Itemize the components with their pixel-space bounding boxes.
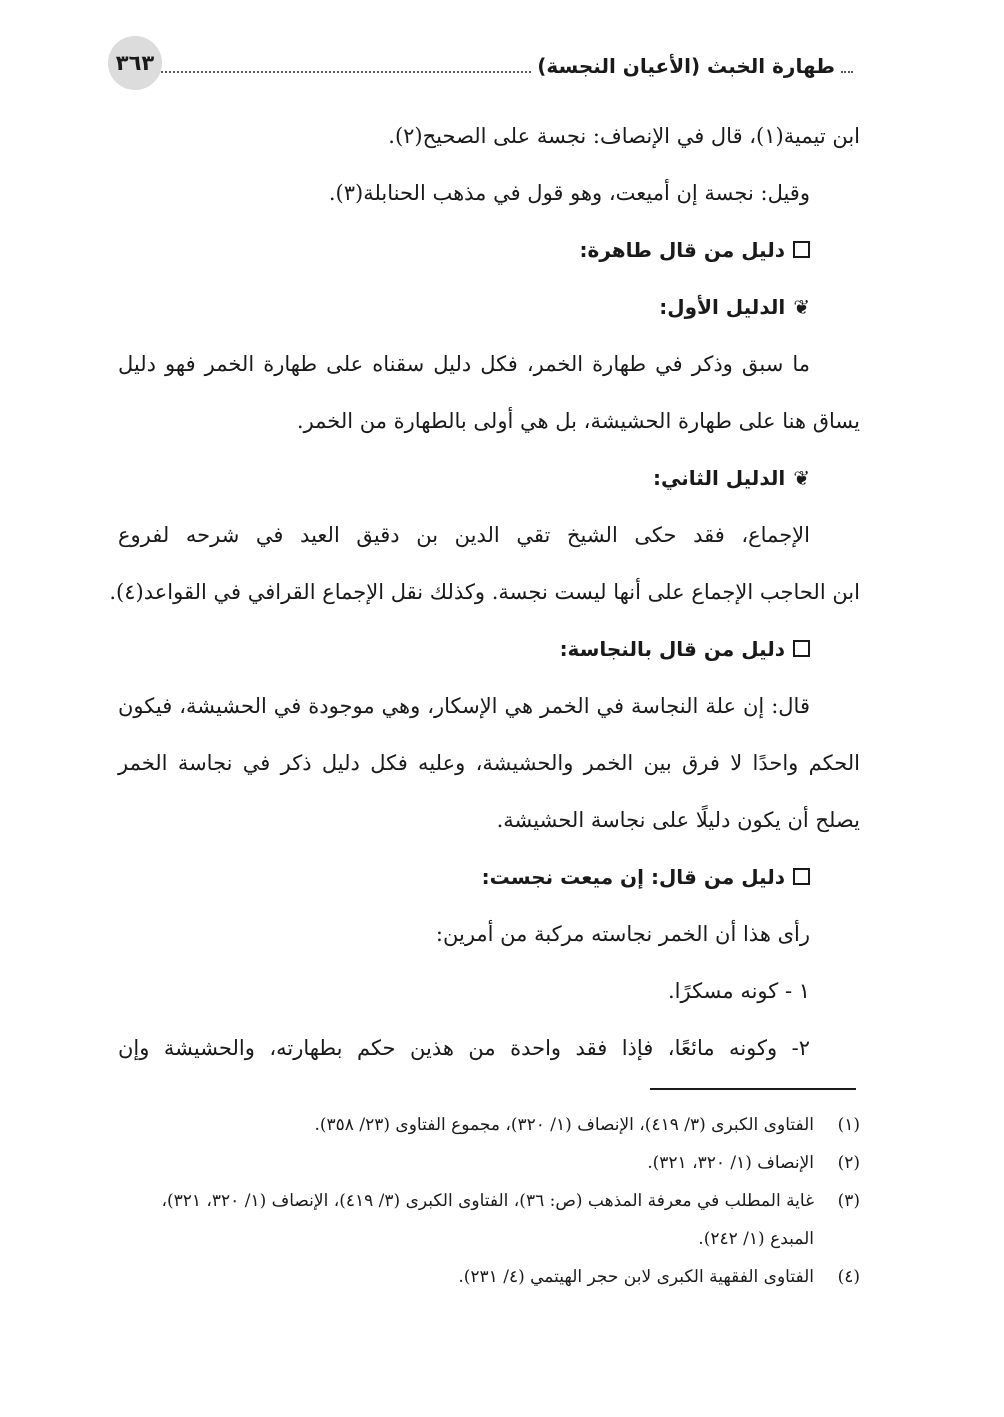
- section-heading-text: دليل من قال بالنجاسة:: [559, 637, 785, 661]
- footnote-text: غاية المطلب في معرفة المذهب (ص: ٣٦)، الفتاوى الكبرى (٣/ ٤١٩)، الإنصاف (١/ ٣٢٠، ٣٢١)، المبدع (١/ ٢٤٢).: [161, 1191, 814, 1249]
- leaf-ornament-icon: ❦: [793, 295, 810, 319]
- page-number: ٣٦٣: [108, 36, 162, 90]
- square-outline-icon: [793, 640, 810, 657]
- text-line: قال: إن علة النجاسة في الخمر هي الإسكار، وهي موجودة في الحشيشة، فيكون: [118, 694, 810, 718]
- text-line: الإجماع، فقد حكى الشيخ تقي الدين بن دقيق العيد في شرحه لفروع: [118, 523, 810, 547]
- text-line: الحكم واحدًا لا فرق بين الخمر والحشيشة، وعليه فكل دليل ذكر في نجاسة الخمر: [118, 751, 860, 775]
- footnote: [118, 1258, 860, 1296]
- running-header: [110, 36, 859, 96]
- section-heading: [118, 849, 860, 906]
- footnote-number: (١): [837, 1115, 860, 1135]
- footnote-number: (٣): [837, 1191, 860, 1211]
- header-leader-left: [116, 71, 531, 73]
- footnote-number: (٤): [837, 1267, 860, 1287]
- text-line: يساق هنا على طهارة الحشيشة، بل هي أولى بالطهارة من الخمر.: [296, 409, 860, 433]
- footnote: [118, 1106, 860, 1144]
- subsection-heading: [118, 450, 860, 507]
- list-item: ٢- وكونه مائعًا، فإذا فقد واحدة من هذين حكم بطهارته، والحشيشة وإن: [118, 1036, 810, 1060]
- footnotes: [118, 1106, 860, 1296]
- header-leader-right: [841, 71, 853, 73]
- running-title: طهارة الخبث (الأعيان النجسة): [537, 54, 835, 78]
- footnote-number: (٢): [837, 1153, 860, 1173]
- footnote-text: الفتاوى الفقهية الكبرى لابن حجر الهيتمي (٤/ ٢٣١).: [458, 1267, 814, 1287]
- text-line: ابن تيمية(١)، قال في الإنصاف: نجسة على الصحيح(٢).: [388, 124, 860, 148]
- text-line: ابن الحاجب الإجماع على أنها ليست نجسة. وكذلك نقل الإجماع القرافي في القواعد(٤).: [109, 580, 860, 604]
- footnote-text: الإنصاف (١/ ٣٢٠، ٣٢١).: [647, 1153, 814, 1173]
- footnote: [118, 1182, 860, 1258]
- subsection-heading: [118, 279, 860, 336]
- text-line: يصلح أن يكون دليلًا على نجاسة الحشيشة.: [496, 808, 860, 832]
- leaf-ornament-icon: ❦: [793, 466, 810, 490]
- text-line: رأى هذا أن الخمر نجاسته مركبة من أمرين:: [435, 922, 810, 946]
- footnote-separator: [650, 1088, 856, 1090]
- section-heading: [118, 222, 860, 279]
- square-outline-icon: [793, 868, 810, 885]
- text-line: ما سبق وذكر في طهارة الخمر، فكل دليل سقناه على طهارة الخمر فهو دليل: [118, 352, 810, 376]
- list-item: ١ - كونه مسكرًا.: [667, 979, 810, 1003]
- footnote: [118, 1144, 860, 1182]
- text-line: وقيل: نجسة إن أميعت، وهو قول في مذهب الحنابلة(٣).: [328, 181, 810, 205]
- footnote-text: الفتاوى الكبرى (٣/ ٤١٩)، الإنصاف (١/ ٣٢٠)، مجموع الفتاوى (٢٣/ ٣٥٨).: [314, 1115, 814, 1135]
- main-text: [109, 108, 860, 1077]
- section-heading-text: دليل من قال: إن ميعت نجست:: [481, 865, 785, 889]
- subsection-heading-text: الدليل الثاني:: [653, 466, 786, 490]
- subsection-heading-text: الدليل الأول:: [659, 295, 786, 319]
- section-heading-text: دليل من قال طاهرة:: [579, 238, 785, 262]
- section-heading: [118, 621, 860, 678]
- square-outline-icon: [793, 241, 810, 258]
